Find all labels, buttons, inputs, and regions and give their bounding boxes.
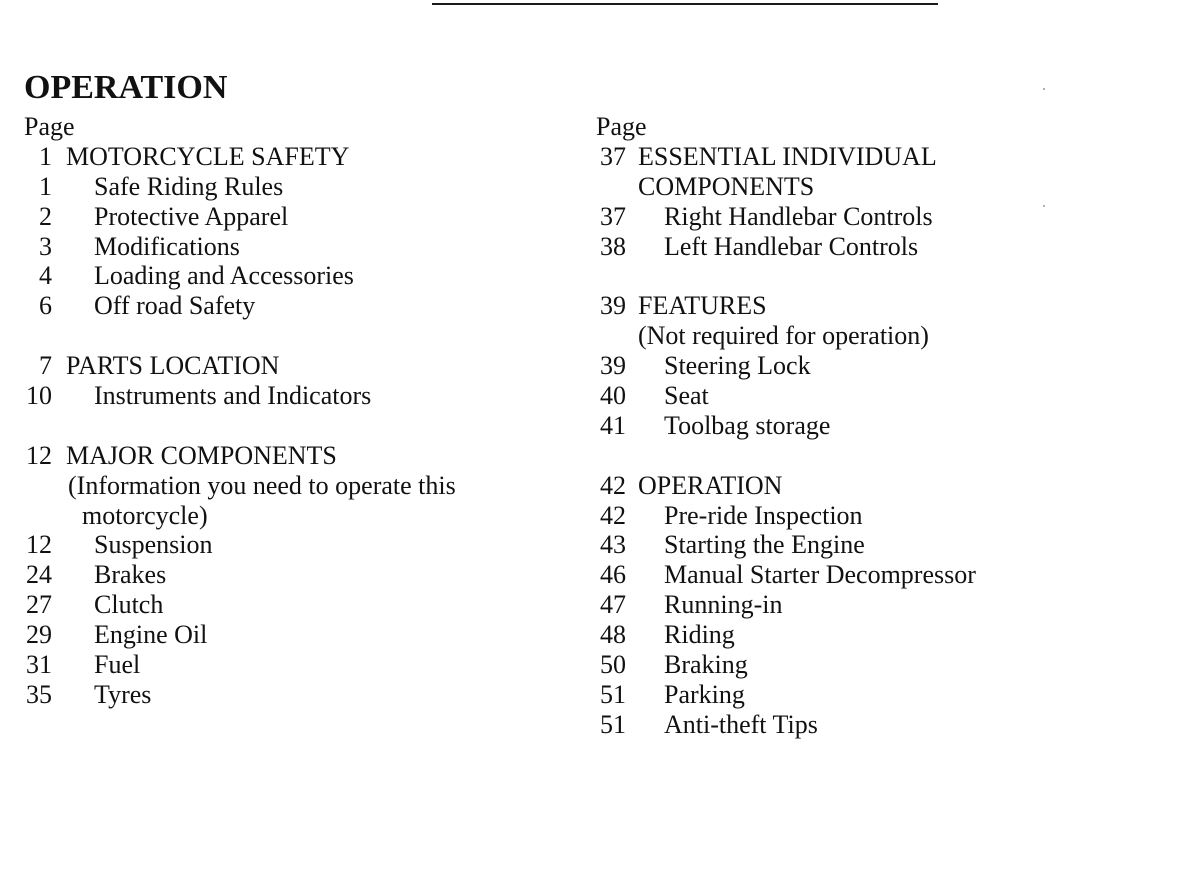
toc-section-heading <box>596 142 1186 172</box>
section-note <box>24 471 564 501</box>
entry-label: Pre-ride Inspection <box>664 500 863 530</box>
page-number: 42 <box>600 470 626 500</box>
page-number: 41 <box>600 410 626 440</box>
toc-entry <box>24 560 564 590</box>
toc-entry <box>24 530 564 560</box>
page-number: 4 <box>39 261 52 291</box>
section-note-line: motorcycle) <box>82 500 208 530</box>
page-number: 40 <box>600 381 626 411</box>
toc-entry <box>596 620 1186 650</box>
page-number: 1 <box>39 141 52 171</box>
page-column-label: Page <box>596 112 647 141</box>
page-title: OPERATION <box>24 69 228 106</box>
toc-entry <box>596 650 1186 680</box>
entry-label: Instruments and Indicators <box>94 381 372 411</box>
page-number: 39 <box>600 351 626 381</box>
entry-label: Engine Oil <box>94 620 208 650</box>
section-title-line2: COMPONENTS <box>638 171 815 201</box>
toc-entry <box>24 680 564 710</box>
entry-label: Protective Apparel <box>94 201 289 231</box>
toc-entry <box>596 202 1186 232</box>
page-number: 31 <box>26 650 52 680</box>
entry-label: Clutch <box>94 590 164 620</box>
entry-label: Toolbag storage <box>664 410 831 440</box>
toc-entry <box>24 172 564 202</box>
page-number: 12 <box>26 440 52 470</box>
toc-entry <box>596 381 1186 411</box>
section-title: MAJOR COMPONENTS <box>66 440 337 470</box>
page-number: 12 <box>26 530 52 560</box>
toc-entry <box>596 411 1186 441</box>
toc-entry <box>596 501 1186 531</box>
toc-right-column <box>596 112 1186 740</box>
toc-entry <box>24 202 564 232</box>
page-number: 47 <box>600 590 626 620</box>
page-number: 51 <box>600 679 626 709</box>
entry-label: Right Handlebar Controls <box>664 201 933 231</box>
entry-label: Riding <box>664 620 735 650</box>
toc-entry <box>596 680 1186 710</box>
section-title: PARTS LOCATION <box>66 351 280 381</box>
section-note-line: (Not required for operation) <box>638 321 929 351</box>
section-note <box>596 321 1186 351</box>
page-number: 42 <box>600 500 626 530</box>
page-number: 7 <box>39 351 52 381</box>
entry-label: Suspension <box>94 530 213 560</box>
page-number: 38 <box>600 231 626 261</box>
section-note-line: (Information you need to operate this <box>68 470 456 500</box>
toc-entry <box>596 560 1186 590</box>
page-number: 10 <box>26 381 52 411</box>
entry-label: Anti-theft Tips <box>664 709 818 739</box>
page-number: 3 <box>39 231 52 261</box>
toc-entry <box>24 381 564 411</box>
entry-label: Fuel <box>94 650 141 680</box>
toc-entry <box>24 261 564 291</box>
toc-entry <box>596 232 1186 262</box>
section-title: ESSENTIAL INDIVIDUAL <box>638 141 937 171</box>
entry-label: Modifications <box>94 231 240 261</box>
section-title: OPERATION <box>638 470 783 500</box>
page-number: 37 <box>600 201 626 231</box>
top-rule <box>432 3 938 5</box>
page-number: 2 <box>39 201 52 231</box>
entry-label: Seat <box>664 381 709 411</box>
toc-entry <box>596 351 1186 381</box>
entry-label: Loading and Accessories <box>94 261 354 291</box>
page-number: 50 <box>600 650 626 680</box>
toc-section-heading <box>596 291 1186 321</box>
entry-label: Parking <box>664 679 745 709</box>
page-number: 48 <box>600 620 626 650</box>
page-number: 51 <box>600 709 626 739</box>
page-number: 35 <box>26 679 52 709</box>
section-title: MOTORCYCLE SAFETY <box>66 141 350 171</box>
entry-label: Starting the Engine <box>664 530 865 560</box>
page-number: 1 <box>39 171 52 201</box>
toc-section-heading-continued <box>596 172 1186 202</box>
entry-label: Steering Lock <box>664 351 811 381</box>
entry-label: Left Handlebar Controls <box>664 231 919 261</box>
page-number: 39 <box>600 291 626 321</box>
toc-section-heading <box>24 351 564 381</box>
scan-speck <box>1043 88 1045 90</box>
toc-entry <box>24 590 564 620</box>
section-note <box>24 501 564 531</box>
toc-entry <box>24 650 564 680</box>
page-number: 29 <box>26 620 52 650</box>
page-number: 46 <box>600 560 626 590</box>
entry-label: Manual Starter Decompressor <box>664 560 976 590</box>
entry-label: Running-in <box>664 590 783 620</box>
toc-entry <box>596 530 1186 560</box>
page-number: 27 <box>26 590 52 620</box>
page-number: 43 <box>600 530 626 560</box>
toc-entry <box>24 232 564 262</box>
entry-label: Off road Safety <box>94 291 256 321</box>
toc-entry <box>24 620 564 650</box>
page-number: 37 <box>600 141 626 171</box>
entry-label: Safe Riding Rules <box>94 171 284 201</box>
toc-left-column <box>24 112 564 710</box>
entry-label: Tyres <box>94 679 152 709</box>
page-number: 6 <box>39 291 52 321</box>
page-column-label: Page <box>24 112 75 141</box>
toc-section-heading <box>596 471 1186 501</box>
toc-entry <box>596 710 1186 740</box>
toc-entry <box>24 291 564 321</box>
section-title: FEATURES <box>638 291 767 321</box>
page-number: 24 <box>26 560 52 590</box>
toc-section-heading <box>24 441 564 471</box>
toc-section-heading <box>24 142 564 172</box>
toc-entry <box>596 590 1186 620</box>
entry-label: Braking <box>664 650 748 680</box>
entry-label: Brakes <box>94 560 167 590</box>
